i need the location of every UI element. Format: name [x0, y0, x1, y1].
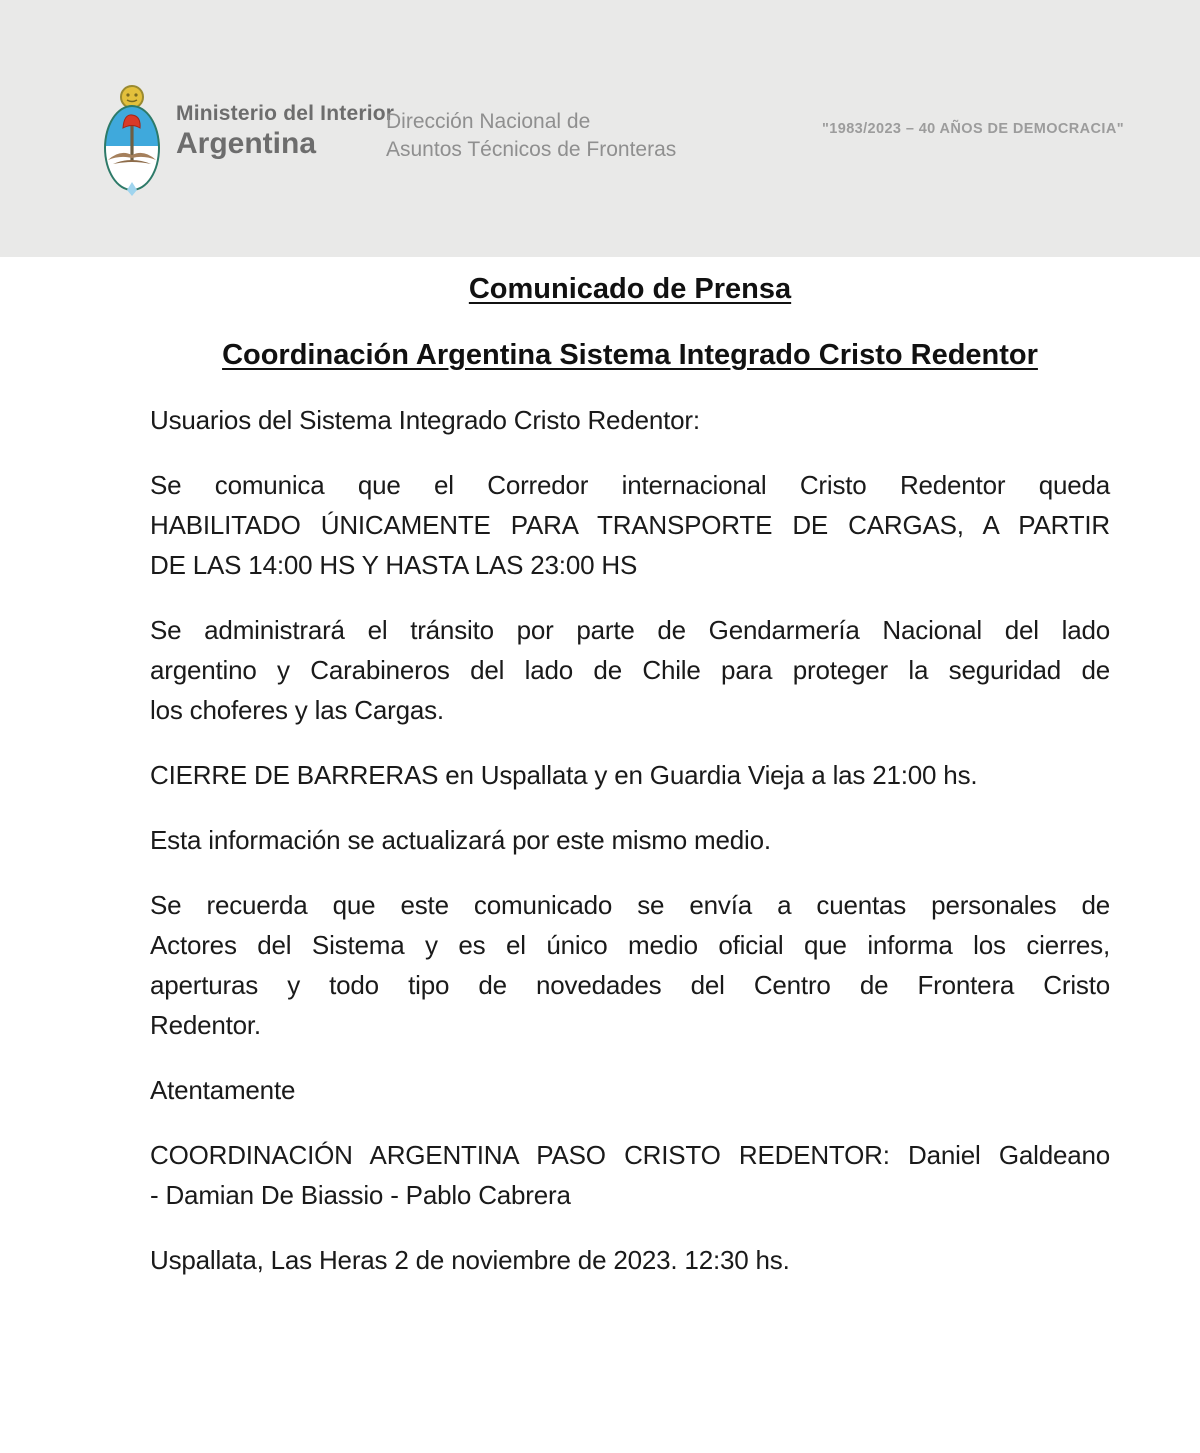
text-line: Atentamente	[150, 1075, 296, 1105]
ministry-name: Ministerio del Interior	[176, 102, 395, 125]
text-line: Uspallata, Las Heras 2 de noviembre de 2023. 12:30 hs.	[150, 1245, 790, 1275]
salutation	[150, 400, 1110, 440]
paragraph-update-notice	[150, 820, 1110, 860]
text-line: Se comunica que el Corredor internacional Cristo Redentor queda	[150, 470, 1110, 500]
text-line: aperturas y todo tipo de novedades del Centro de Frontera Cristo	[150, 970, 1110, 1000]
paragraph-official-channel-reminder	[150, 885, 1110, 1045]
document-subtitle: Coordinación Argentina Sistema Integrado Cristo Redentor	[222, 339, 1038, 371]
text-line: Esta información se actualizará por este mismo medio.	[150, 825, 771, 855]
document-body	[0, 257, 1200, 1280]
text-line: los choferes y las Cargas.	[150, 695, 444, 725]
paragraph-place-date	[150, 1240, 1110, 1280]
argentina-coat-of-arms-icon	[99, 84, 165, 200]
ministry-country: Argentina	[176, 127, 317, 160]
paragraph-signatories	[150, 1135, 1110, 1215]
text-line: COORDINACIÓN ARGENTINA PASO CRISTO REDENTOR: Daniel Galdeano	[150, 1140, 1110, 1170]
document-title: Comunicado de Prensa	[468, 273, 792, 305]
text-line: Usuarios del Sistema Integrado Cristo Redentor:	[150, 405, 700, 435]
paragraph-closing	[150, 1070, 1110, 1110]
direction-block	[386, 108, 676, 164]
text-line: CIERRE DE BARRERAS en Uspallata y en Guardia Vieja a las 21:00 hs.	[150, 760, 978, 790]
text-line: Se administrará el tránsito por parte de Gendarmería Nacional del lado	[150, 615, 1110, 645]
ministry-block	[176, 101, 394, 161]
text-line: Actores del Sistema y es el único medio oficial que informa los cierres,	[150, 930, 1110, 960]
text-line: HABILITADO ÚNICAMENTE PARA TRANSPORTE DE CARGAS, A PARTIR	[150, 510, 1110, 540]
paragraph-barrier-closure	[150, 755, 1110, 795]
letterhead	[0, 0, 1200, 257]
paragraph-authorization	[150, 465, 1110, 585]
text-line: Se recuerda que este comunicado se envía a cuentas personales de	[150, 890, 1110, 920]
democracy-anniversary-note: "1983/2023 – 40 AÑOS DE DEMOCRACIA"	[821, 121, 1124, 137]
paragraph-transit-administration	[150, 610, 1110, 730]
text-line: - Damian De Biassio - Pablo Cabrera	[150, 1180, 571, 1210]
text-line: Redentor.	[150, 1010, 261, 1040]
direction-line-2: Asuntos Técnicos de Fronteras	[386, 138, 677, 161]
direction-line-1: Dirección Nacional de	[386, 110, 591, 133]
text-line: argentino y Carabineros del lado de Chile para proteger la seguridad de	[150, 655, 1110, 685]
text-line: DE LAS 14:00 HS Y HASTA LAS 23:00 HS	[150, 550, 638, 580]
